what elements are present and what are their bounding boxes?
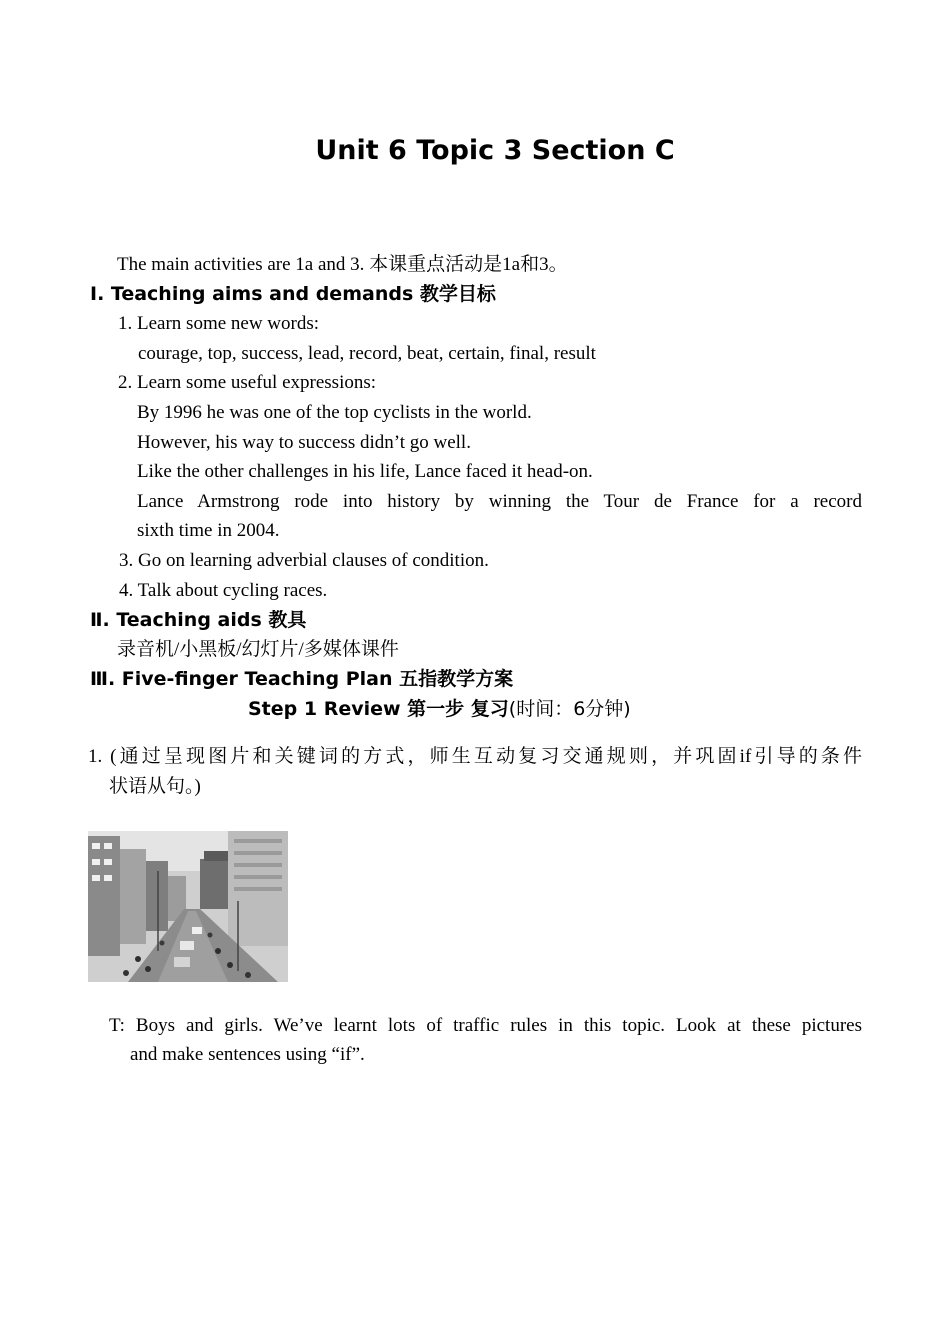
section-heading-aims: Ⅰ. Teaching aims and demands 教学目标: [90, 283, 496, 305]
review-point-1-line2: 状语从句。): [109, 776, 201, 797]
expression-1: By 1996 he was one of the top cyclists in the world.: [137, 402, 532, 423]
review-point-1-line1: 1. (通过呈现图片和关键词的方式，师生互动复习交通规则，并巩固if引导的条件: [88, 746, 862, 767]
aim-item-1: 1. Learn some new words:: [118, 313, 320, 334]
aim-item-4: 4. Talk about cycling races.: [119, 580, 328, 601]
step-1-title: Step 1 Review 第一步 复习: [248, 698, 509, 720]
expression-2: However, his way to success didn’t go well.: [137, 432, 471, 453]
section-heading-plan: Ⅲ. Five-finger Teaching Plan 五指教学方案: [90, 668, 514, 690]
teaching-aids-list: 录音机/小黑板/幻灯片/多媒体课件: [117, 639, 399, 660]
expression-4-line1: Lance Armstrong rode into history by winning the Tour de France for a record: [137, 491, 862, 512]
page-title: Unit 6 Topic 3 Section C: [315, 135, 675, 166]
intro-text: The main activities are 1a and 3. 本课重点活动是1a和3。: [117, 254, 568, 275]
expression-3: Like the other challenges in his life, Lance faced it head-on.: [137, 461, 593, 482]
street-scene-illustration: [88, 831, 288, 982]
teacher-line-2: and make sentences using “if”.: [130, 1044, 365, 1065]
step-1-heading: [248, 696, 631, 722]
aim-item-2: 2. Learn some useful expressions:: [118, 372, 377, 393]
section-heading-aids: Ⅱ. Teaching aids 教具: [90, 609, 307, 631]
expression-4-line2: sixth time in 2004.: [137, 520, 280, 541]
aim-item-3: 3. Go on learning adverbial clauses of condition.: [119, 550, 489, 571]
new-words-list: courage, top, success, lead, record, beat, certain, final, result: [138, 343, 596, 364]
teacher-line-1: T: Boys and girls. We’ve learnt lots of traffic rules in this topic. Look at these pictures: [109, 1015, 862, 1036]
step-1-time: (时间：6分钟): [508, 698, 631, 720]
street-traffic-photo: [88, 831, 288, 982]
